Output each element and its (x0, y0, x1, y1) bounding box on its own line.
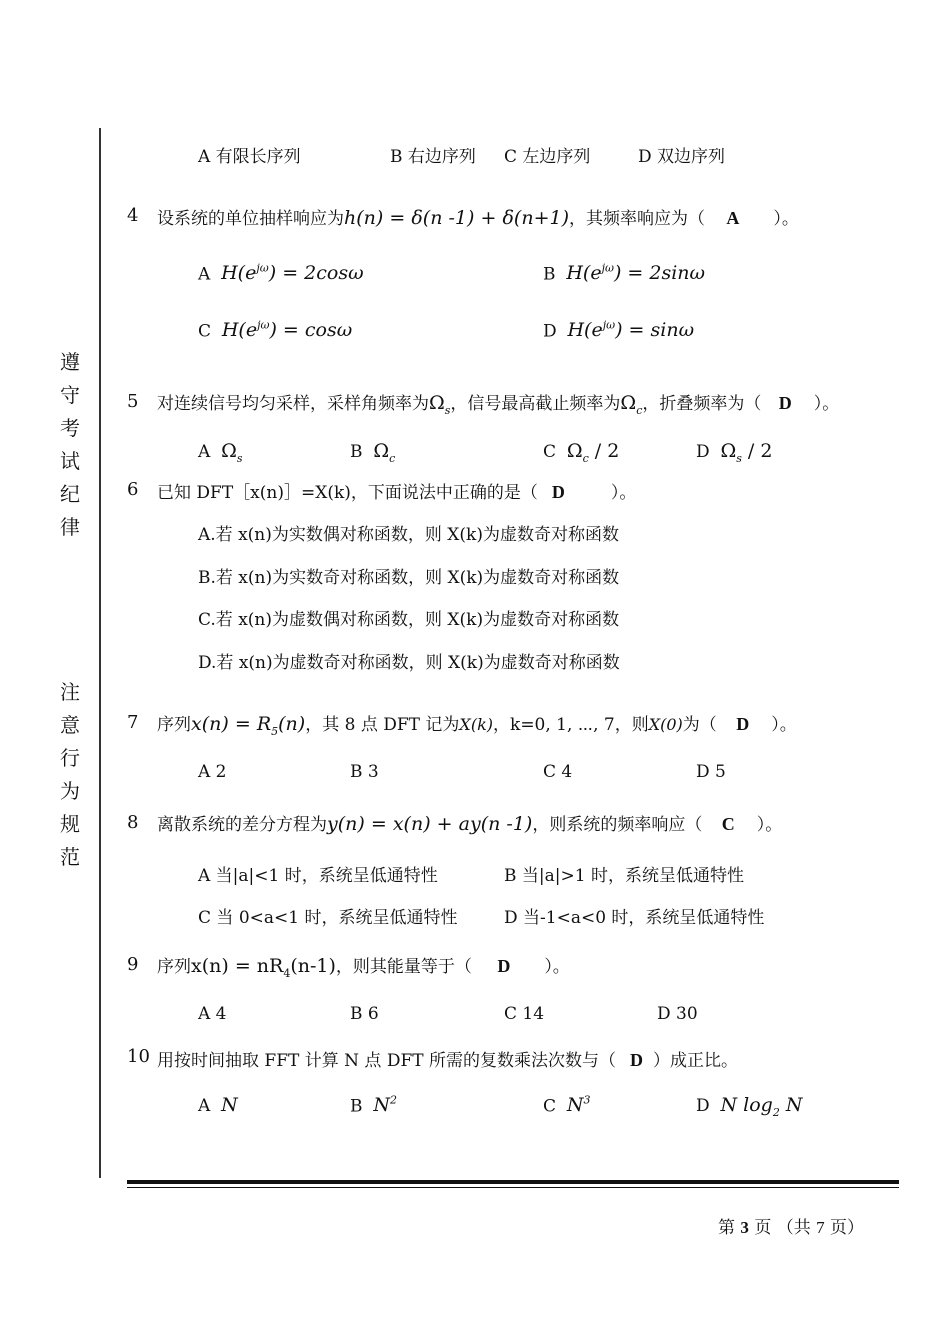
q5-option-c: C $\Omega_c / 2$ (543, 440, 620, 465)
q5-option-a: A $\Omega_s$ (198, 440, 243, 465)
q5-answer: D (778, 393, 792, 413)
q7-option-d: D 5 (696, 762, 726, 782)
q9-stem: 序列$x(n) = nR_4(n-1)$，则其能量等于（ D ）。 (157, 955, 570, 980)
q7-option-b: B 3 (350, 762, 379, 782)
q9-option-d: D 30 (657, 1004, 698, 1024)
q6-number: 6 (127, 479, 139, 500)
q6-stem: 已知 DFT［x(n)］=X(k)，下面说法中正确的是（ D ）。 (157, 482, 637, 503)
q3-option-b: B 右边序列 (390, 147, 476, 167)
q6-option-d: D.若 x(n)为虚数奇对称函数，则 X(k)为虚数奇对称函数 (198, 653, 620, 673)
q10-answer: D (630, 1050, 643, 1070)
q6-answer: D (551, 482, 565, 502)
q8-option-b: B 当|a|>1 时，系统呈低通特性 (504, 866, 744, 886)
q5-option-d: D $\Omega_s / 2$ (696, 440, 773, 465)
q7-option-a: A 2 (198, 762, 227, 782)
footer-rule-thick (127, 1180, 899, 1184)
q3-option-d: D 双边序列 (638, 147, 726, 167)
page-footer: 第 3 页 （共 7 页） (718, 1218, 865, 1238)
q10-number: 10 (127, 1046, 150, 1067)
q7-answer: D (736, 714, 750, 734)
q6-option-b: B.若 x(n)为实数奇对称函数，则 X(k)为虚数奇对称函数 (198, 568, 620, 588)
q10-option-a: A N (198, 1094, 238, 1116)
q6-option-c: C.若 x(n)为虚数偶对称函数，则 X(k)为虚数奇对称函数 (198, 610, 620, 630)
q4-option-b: B $H(e^{j\omega}) = 2\sin\omega$ (543, 262, 706, 285)
q4-formula: h(n) = δ(n -1) + δ(n+1) (344, 207, 569, 229)
q8-option-c: C 当 0<a<1 时，系统呈低通特性 (198, 908, 458, 928)
page-number: 3 (740, 1218, 749, 1237)
q8-option-a: A 当|a|<1 时，系统呈低通特性 (198, 866, 438, 886)
q3-option-c: C 左边序列 (504, 147, 591, 167)
q4-option-a: A $H(e^{j\omega}) = 2\cos\omega$ (198, 262, 364, 285)
q4-stem: 设系统的单位抽样响应为h(n) = δ(n -1) + δ(n+1)，其频率响应为（ A ）。 (157, 207, 799, 229)
q10-option-c: C $N^3$ (543, 1094, 591, 1117)
side-label-discipline: 遵 守 考 试 纪 律 (60, 350, 80, 539)
q5-number: 5 (127, 391, 139, 412)
q9-number: 9 (127, 954, 139, 975)
q7-number: 7 (127, 712, 139, 733)
q6-option-a: A.若 x(n)为实数偶对称函数，则 X(k)为虚数奇对称函数 (198, 525, 619, 545)
q8-option-d: D 当-1<a<0 时，系统呈低通特性 (504, 908, 765, 928)
q3-option-a: A 有限长序列 (198, 147, 301, 167)
q5-option-b: B $\Omega_c$ (350, 440, 396, 465)
q4-option-d: D $H(e^{j\omega}) = \sin\omega$ (543, 319, 695, 342)
q10-option-b: B $N^2$ (350, 1094, 397, 1117)
q10-option-d: D N $\log_2 N$ (696, 1094, 803, 1119)
page-total: 7 (816, 1218, 825, 1237)
q9-option-a: A 4 (198, 1004, 227, 1024)
q7-option-c: C 4 (543, 762, 573, 782)
q4-number: 4 (127, 205, 139, 226)
q5-stem: 对连续信号均匀采样，采样角频率为$\Omega_s$，信号最高截止频率为$\Omega_c$，折叠频率为（ D ）。 (157, 392, 840, 417)
q9-option-b: B 6 (350, 1004, 379, 1024)
q10-stem: 用按时间抽取 FFT 计算 N 点 DFT 所需的复数乘法次数与（ D ）成正比。 (157, 1050, 738, 1071)
q4-option-c: C $H(e^{j\omega}) = \cos\omega$ (198, 319, 353, 342)
q8-stem: 离散系统的差分方程为y(n) = x(n) + ay(n -1)，则系统的频率响应（ C ）。 (157, 813, 783, 835)
footer-rule-thin (127, 1187, 899, 1188)
q9-option-c: C 14 (504, 1004, 545, 1024)
q8-answer: C (721, 814, 735, 834)
q4-answer: A (726, 208, 740, 228)
q8-number: 8 (127, 812, 139, 833)
q7-stem: 序列$x(n) = R_5(n)$，其 8 点 DFT 记为X(k)，k=0, 1, ⋯, 7，则X(0)为（ D ）。 (157, 713, 797, 738)
q9-answer: D (497, 956, 511, 976)
margin-rule (99, 128, 101, 1178)
side-label-behavior: 注 意 行 为 规 范 (60, 680, 80, 869)
